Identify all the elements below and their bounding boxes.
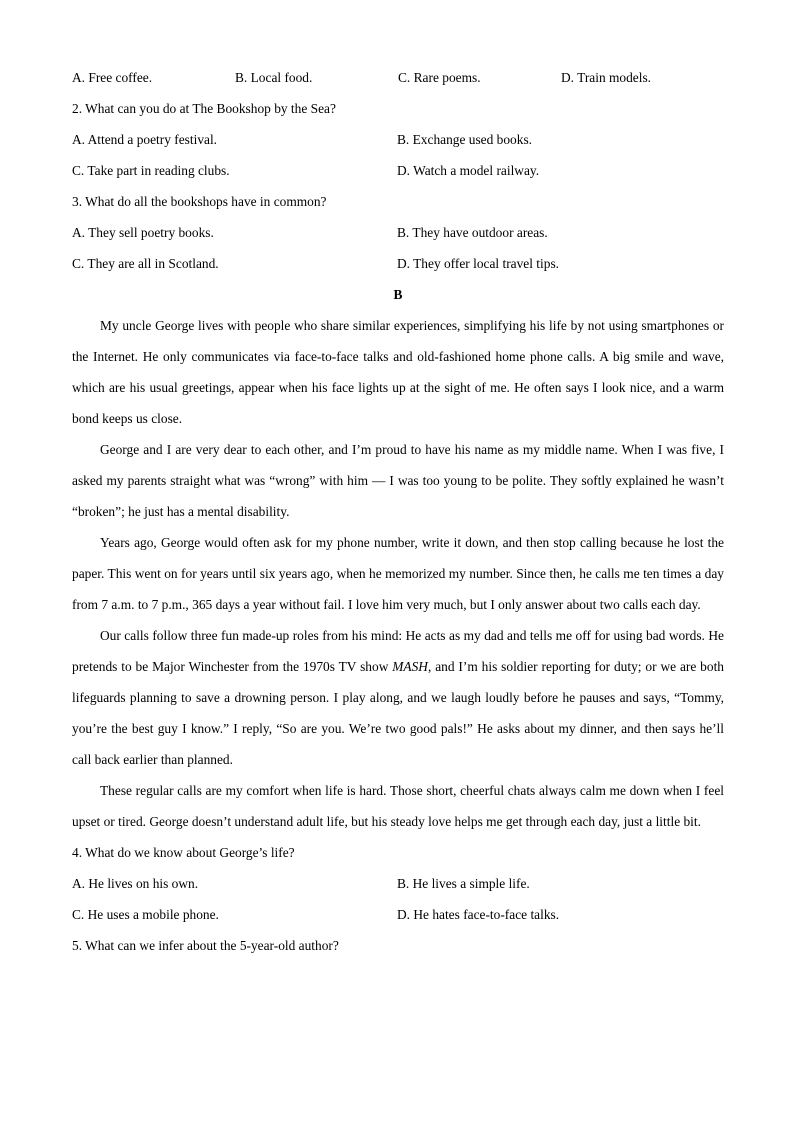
section-b-heading: B: [393, 287, 403, 302]
q4-option-a: A. He lives on his own.: [72, 876, 199, 891]
q3-options-row-2: [72, 248, 724, 279]
q2-option-b: B. Exchange used books.: [397, 132, 532, 147]
q3-option-c: C. They are all in Scotland.: [72, 256, 219, 271]
q2-option-d: D. Watch a model railway.: [397, 163, 540, 178]
q1-option-d: D. Train models.: [561, 70, 652, 85]
passage-paragraph-2: George and I are very dear to each other, and I’m proud to have his name as my middle name. When I was five, I asked my parents straight what was “wrong” with him — I was too young to be polite. They softly explained he wasn’t “broken”; he just has a mental disability.: [72, 442, 724, 519]
q4-options-row-1: [72, 868, 724, 899]
q3-option-b: B. They have outdoor areas.: [397, 225, 548, 240]
q1-option-c: C. Rare poems.: [398, 70, 481, 85]
passage-paragraph-5: These regular calls are my comfort when life is hard. Those short, cheerful chats always calm me down when I feel upset or tired. George doesn’t understand adult life, but his steady love helps me get through each day, just a little bit.: [72, 783, 724, 829]
q2-options-row-1: [72, 124, 724, 155]
q3-stem: 3. What do all the bookshops have in common?: [72, 194, 327, 209]
q4-options-row-2: [72, 899, 724, 930]
q1-option-a: A. Free coffee.: [72, 70, 153, 85]
q4-stem: 4. What do we know about George’s life?: [72, 845, 295, 860]
q2-option-c: C. Take part in reading clubs.: [72, 163, 230, 178]
paragraph-4-text-after: , and I’m his soldier reporting for duty; or we are both lifeguards planning to save a drowning person. I play along, and we laugh loudly before he pauses and says, “Tommy, you’re the best guy I know.” I reply, “So are you. We’re two good pals!” He asks about my dinner, and then says he’ll call back earlier than planned.: [72, 659, 724, 767]
q4-option-b: B. He lives a simple life.: [397, 876, 530, 891]
q5-stem: 5. What can we infer about the 5-year-old author?: [72, 938, 339, 953]
passage-paragraph-4: [72, 620, 724, 775]
q3-option-d: D. They offer local travel tips.: [397, 256, 560, 271]
passage-paragraph-1: My uncle George lives with people who share similar experiences, simplifying his life by not using smartphones or the Internet. He only communicates via face-to-face talks and old-fashioned home phone calls. A big smile and wave, which are his usual greetings, appear when his face lights up at the sight of me. He often says I look nice, and a warm bond keeps us close.: [72, 318, 724, 426]
passage-paragraph-3: Years ago, George would often ask for my phone number, write it down, and then stop calling because he lost the paper. This went on for years until six years ago, when he memorized my number. Since then, he calls me ten times a day from 7 a.m. to 7 p.m., 365 days a year without fail. I love him very much, but I only answer about two calls each day.: [72, 535, 724, 612]
show-title-mash: MASH: [392, 659, 428, 674]
q2-option-a: A. Attend a poetry festival.: [72, 132, 218, 147]
q4-option-c: C. He uses a mobile phone.: [72, 907, 219, 922]
q4-option-d: D. He hates face-to-face talks.: [397, 907, 560, 922]
q3-options-row-1: [72, 217, 724, 248]
q3-option-a: A. They sell poetry books.: [72, 225, 214, 240]
q2-options-row-2: [72, 155, 724, 186]
paragraph-4-text-before: Our calls follow three fun made-up roles from his mind: He acts as my dad and tells me off for using bad words. He pretends to be Major Winchester from the 1970s TV show: [72, 628, 724, 674]
exam-page: [72, 62, 724, 961]
q2-stem: 2. What can you do at The Bookshop by the Sea?: [72, 101, 336, 116]
q1-options-row: [72, 62, 724, 93]
q1-option-b: B. Local food.: [235, 70, 313, 85]
